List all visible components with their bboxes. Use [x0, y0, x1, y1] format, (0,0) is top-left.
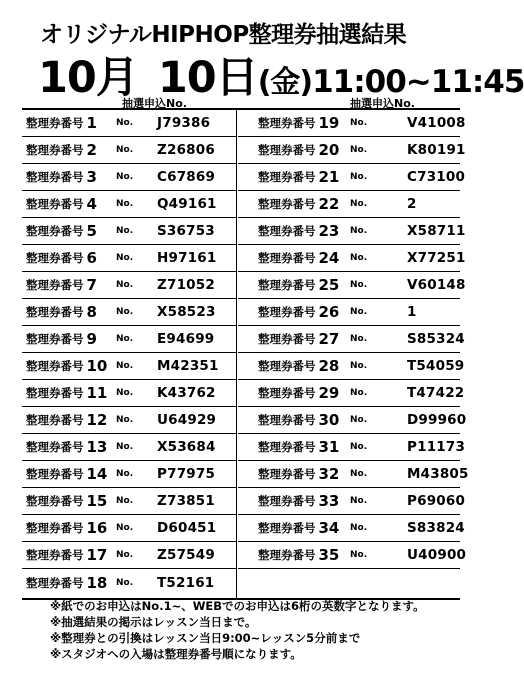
no-label: No. — [116, 199, 134, 209]
note-line: ※抽選結果の掲示はレッスン当日まで。 — [50, 615, 257, 629]
ticket-label: 整理券番号 — [26, 467, 84, 481]
ticket-number: 3 — [86, 168, 97, 186]
ticket-number: 12 — [86, 411, 108, 429]
ticket-number: 9 — [86, 330, 97, 348]
result-row — [22, 245, 236, 272]
ticket-label: 整理券番号 — [258, 521, 316, 535]
result-row — [22, 110, 236, 137]
result-row — [238, 299, 460, 326]
ticket-label: 整理券番号 — [26, 386, 84, 400]
note-line: ※整理券との引換はレッスン当日9:00~レッスン5分前まで — [50, 631, 361, 645]
result-row — [22, 515, 236, 542]
result-row — [238, 461, 469, 488]
ticket-number: 31 — [318, 438, 340, 456]
no-label: No. — [350, 334, 368, 344]
application-code: K80191 — [407, 142, 466, 158]
application-code: X58711 — [407, 223, 466, 239]
application-code: T47422 — [407, 385, 465, 401]
no-label: No. — [350, 199, 368, 209]
result-row — [238, 218, 466, 245]
ticket-number: 7 — [86, 276, 97, 294]
no-label: No. — [116, 253, 134, 263]
column-header-right: 抽選申込No. — [350, 97, 415, 110]
application-code: Z71052 — [157, 277, 215, 293]
result-row — [238, 164, 466, 191]
result-row — [238, 353, 465, 380]
application-code: K43762 — [157, 385, 216, 401]
ticket-label: 整理券番号 — [258, 170, 316, 184]
no-label: No. — [350, 118, 368, 128]
application-code: C73100 — [407, 169, 466, 185]
no-label: No. — [116, 334, 134, 344]
no-label: No. — [116, 361, 134, 371]
ticket-label: 整理券番号 — [258, 467, 316, 481]
results-column-left — [22, 110, 236, 596]
result-row — [22, 299, 236, 326]
ticket-number: 25 — [318, 276, 340, 294]
result-row — [22, 191, 236, 218]
ticket-label: 整理券番号 — [258, 386, 316, 400]
ticket-label: 整理券番号 — [258, 440, 316, 454]
result-row — [22, 569, 236, 596]
event-date-time — [38, 44, 524, 105]
notes — [50, 598, 425, 662]
no-label: No. — [116, 388, 134, 398]
no-label: No. — [116, 307, 134, 317]
application-code: X58523 — [157, 304, 216, 320]
ticket-number: 18 — [86, 573, 108, 592]
result-row — [22, 461, 236, 488]
result-row — [22, 353, 236, 380]
event-weekday: (金) — [257, 65, 313, 100]
ticket-label: 整理券番号 — [258, 305, 316, 319]
event-month: 10月 — [38, 53, 138, 103]
no-label: No. — [116, 550, 134, 560]
ticket-number: 27 — [318, 330, 340, 348]
no-label: No. — [350, 388, 368, 398]
no-label: No. — [350, 469, 368, 479]
result-row — [22, 218, 236, 245]
ticket-number: 10 — [86, 357, 108, 375]
ticket-label: 整理券番号 — [258, 332, 316, 346]
no-label: No. — [116, 280, 134, 290]
ticket-number: 14 — [86, 465, 108, 483]
result-row — [22, 137, 236, 164]
application-code: S36753 — [157, 223, 215, 239]
ticket-number: 26 — [318, 303, 340, 321]
result-row — [22, 326, 236, 353]
ticket-label: 整理券番号 — [26, 305, 84, 319]
results-table — [22, 108, 469, 600]
results-column-right — [238, 110, 469, 569]
application-code: H97161 — [157, 250, 217, 266]
application-code: Q49161 — [157, 196, 217, 212]
result-row — [238, 245, 466, 272]
application-code: T54059 — [407, 358, 465, 374]
ticket-label: 整理券番号 — [26, 494, 84, 508]
ticket-label: 整理券番号 — [258, 251, 316, 265]
application-code: E94699 — [157, 331, 215, 347]
ticket-label: 整理券番号 — [258, 143, 316, 157]
application-code: V41008 — [407, 115, 466, 131]
ticket-number: 13 — [86, 438, 108, 456]
ticket-number: 24 — [318, 249, 340, 267]
no-label: No. — [116, 415, 134, 425]
no-label: No. — [116, 577, 134, 588]
application-code: M42351 — [157, 358, 219, 374]
ticket-number: 1 — [86, 114, 97, 132]
column-divider — [236, 110, 237, 598]
application-code: D60451 — [157, 520, 217, 536]
no-label: No. — [350, 172, 368, 182]
ticket-number: 5 — [86, 222, 97, 240]
application-code: Z57549 — [157, 547, 215, 563]
ticket-number: 35 — [318, 546, 340, 564]
application-code: S83824 — [407, 520, 465, 536]
result-row — [22, 434, 236, 461]
note-line: ※スタジオへの入場は整理券番号順になります。 — [50, 647, 302, 661]
result-row — [22, 164, 236, 191]
result-row — [238, 137, 466, 164]
no-label: No. — [350, 226, 368, 236]
ticket-number: 19 — [318, 114, 340, 132]
no-label: No. — [350, 307, 368, 317]
no-label: No. — [350, 496, 368, 506]
ticket-label: 整理券番号 — [258, 224, 316, 238]
application-code: U64929 — [157, 412, 217, 428]
ticket-label: 整理券番号 — [26, 251, 84, 265]
ticket-number: 4 — [86, 195, 97, 213]
result-row — [22, 380, 236, 407]
ticket-number: 21 — [318, 168, 340, 186]
application-code: X77251 — [407, 250, 466, 266]
application-code: P77975 — [157, 466, 216, 482]
ticket-number: 8 — [86, 303, 97, 321]
ticket-label: 整理券番号 — [258, 494, 316, 508]
ticket-label: 整理券番号 — [258, 548, 316, 562]
ticket-label: 整理券番号 — [258, 359, 316, 373]
application-code: 2 — [407, 196, 417, 212]
ticket-label: 整理券番号 — [258, 413, 316, 427]
result-row — [238, 380, 465, 407]
no-label: No. — [350, 415, 368, 425]
ticket-number: 33 — [318, 492, 340, 510]
ticket-label: 整理券番号 — [26, 575, 84, 590]
result-row — [238, 272, 466, 299]
result-row — [238, 488, 466, 515]
result-row — [22, 488, 236, 515]
ticket-label: 整理券番号 — [26, 359, 84, 373]
ticket-label: 整理券番号 — [26, 116, 84, 130]
ticket-label: 整理券番号 — [26, 440, 84, 454]
no-label: No. — [350, 361, 368, 371]
ticket-label: 整理券番号 — [258, 197, 316, 211]
no-label: No. — [350, 253, 368, 263]
result-row — [238, 542, 467, 569]
ticket-number: 28 — [318, 357, 340, 375]
application-code: Z26806 — [157, 142, 215, 158]
application-code: P69060 — [407, 493, 466, 509]
no-label: No. — [116, 145, 134, 155]
ticket-number: 16 — [86, 519, 108, 537]
application-code: 1 — [407, 304, 417, 320]
application-code: V60148 — [407, 277, 466, 293]
ticket-label: 整理券番号 — [258, 278, 316, 292]
ticket-number: 6 — [86, 249, 97, 267]
ticket-number: 23 — [318, 222, 340, 240]
application-code: C67869 — [157, 169, 216, 185]
note-line: ※紙でのお申込はNo.1~、WEBでのお申込は6桁の英数字となります。 — [50, 599, 425, 613]
ticket-number: 29 — [318, 384, 340, 402]
application-code: M43805 — [407, 466, 469, 482]
no-label: No. — [116, 442, 134, 452]
ticket-label: 整理券番号 — [26, 170, 84, 184]
application-code: S85324 — [407, 331, 465, 347]
application-code: D99960 — [407, 412, 467, 428]
result-row — [238, 191, 460, 218]
ticket-label: 整理券番号 — [26, 413, 84, 427]
no-label: No. — [116, 226, 134, 236]
no-label: No. — [116, 469, 134, 479]
no-label: No. — [350, 442, 368, 452]
application-code: T52161 — [157, 574, 215, 591]
column-header-left: 抽選申込No. — [122, 97, 187, 110]
result-row — [238, 434, 466, 461]
page-title: オリジナルHIPHOP整理券抽選結果 — [40, 22, 407, 48]
application-code: J79386 — [157, 115, 211, 131]
result-row — [22, 407, 236, 434]
no-label: No. — [116, 118, 134, 128]
no-label: No. — [350, 145, 368, 155]
application-code: U40900 — [407, 547, 467, 563]
ticket-label: 整理券番号 — [26, 278, 84, 292]
ticket-number: 11 — [86, 384, 108, 402]
event-time: 11:00~11:45 — [312, 64, 524, 100]
result-row — [238, 326, 465, 353]
ticket-label: 整理券番号 — [26, 197, 84, 211]
ticket-label: 整理券番号 — [26, 548, 84, 562]
no-label: No. — [350, 523, 368, 533]
ticket-label: 整理券番号 — [26, 143, 84, 157]
no-label: No. — [116, 496, 134, 506]
no-label: No. — [350, 280, 368, 290]
ticket-label: 整理券番号 — [26, 332, 84, 346]
application-code: P11173 — [407, 439, 466, 455]
result-row — [22, 272, 236, 299]
no-label: No. — [116, 172, 134, 182]
ticket-number: 20 — [318, 141, 340, 159]
ticket-number: 17 — [86, 546, 108, 564]
ticket-number: 22 — [318, 195, 340, 213]
ticket-number: 30 — [318, 411, 340, 429]
application-code: X53684 — [157, 439, 216, 455]
no-label: No. — [350, 550, 368, 560]
ticket-number: 2 — [86, 141, 97, 159]
result-row — [238, 407, 467, 434]
ticket-label: 整理券番号 — [26, 224, 84, 238]
no-label: No. — [116, 523, 134, 533]
ticket-label: 整理券番号 — [26, 521, 84, 535]
ticket-label: 整理券番号 — [258, 116, 316, 130]
ticket-number: 34 — [318, 519, 340, 537]
application-code: Z73851 — [157, 493, 215, 509]
result-row — [238, 515, 465, 542]
event-day: 10日 — [157, 53, 258, 103]
result-row — [22, 542, 236, 569]
result-row — [238, 110, 466, 137]
ticket-number: 32 — [318, 465, 340, 483]
ticket-number: 15 — [86, 492, 108, 510]
